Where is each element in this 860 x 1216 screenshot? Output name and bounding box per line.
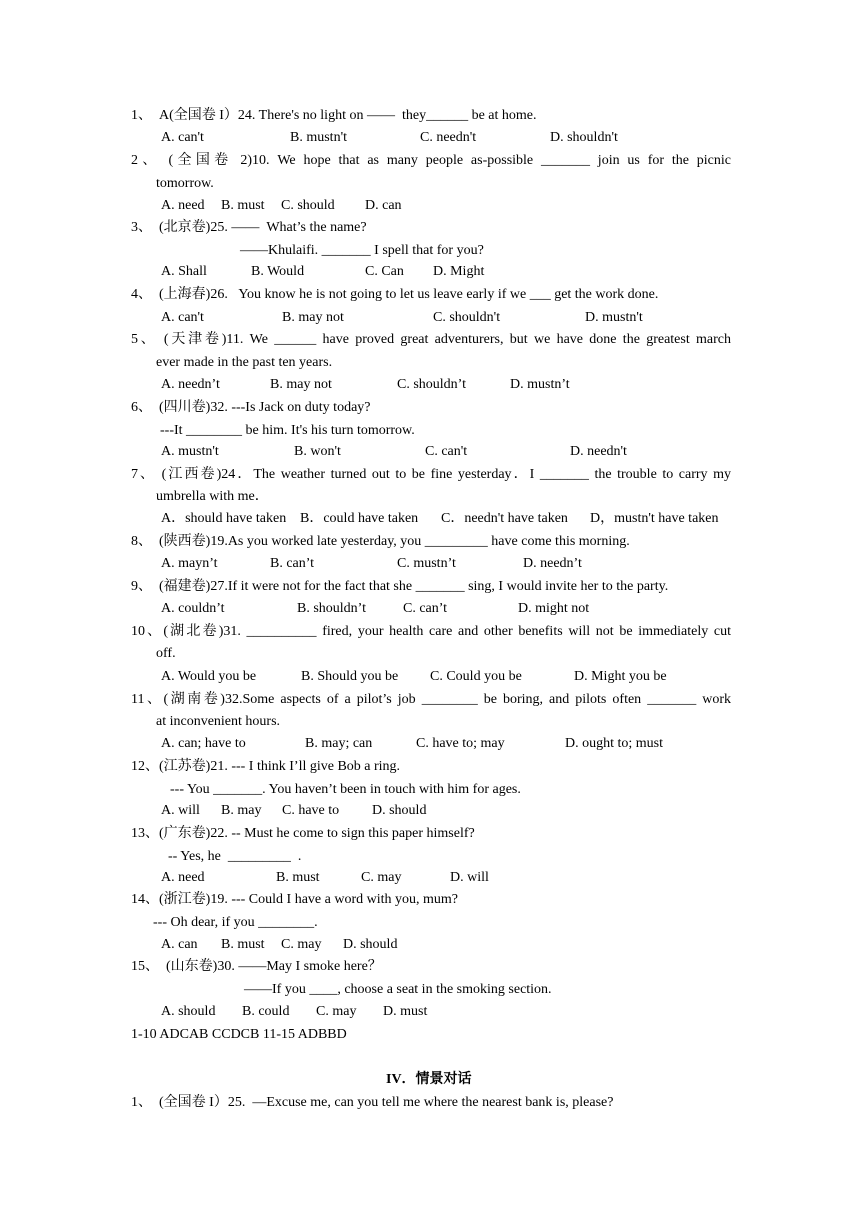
q6-option-c: C. can't bbox=[425, 444, 468, 459]
question-11-stem: 11、(湖南卷)32.Some aspects of a pilot’s job ________ be boring, and pilots often _______ work bbox=[131, 692, 731, 707]
q1-option-b: B. mustn't bbox=[290, 130, 347, 145]
question-6-stem: 6、 (四川卷)32. ---Is Jack on duty today? bbox=[131, 400, 371, 415]
q11-option-a: A. can; have to bbox=[161, 736, 246, 751]
q9-option-d: D. might not bbox=[518, 601, 590, 616]
q10-option-a: A. Would you be bbox=[161, 669, 257, 684]
question-14-stem: 14、(浙江卷)19. --- Could I have a word with you, mum? bbox=[131, 892, 458, 907]
q12-option-d: D. should bbox=[372, 803, 427, 818]
q4-option-c: C. shouldn't bbox=[433, 310, 501, 325]
q6-option-d: D. needn't bbox=[570, 444, 627, 459]
q10-option-c: C. Could you be bbox=[430, 669, 522, 684]
q7-option-a: A．should have taken bbox=[161, 511, 287, 526]
q11-option-d: D. ought to; must bbox=[565, 736, 664, 751]
q8-option-d: D. needn’t bbox=[523, 556, 582, 571]
q2-option-a: A. need bbox=[161, 198, 205, 213]
question-12-stem: 12、(江苏卷)21. --- I think I’ll give Bob a ring. bbox=[131, 759, 401, 774]
q12-option-c: C. have to bbox=[282, 803, 340, 818]
question-10-stem: 10、(湖北卷)31. __________ fired, your health care and other benefits will not be immediately cut bbox=[131, 624, 731, 639]
q8-option-c: C. mustn’t bbox=[397, 556, 456, 571]
q1-option-c: C. needn't bbox=[420, 130, 477, 145]
q5-option-a: A. needn’t bbox=[161, 377, 220, 392]
question-13-stem: 13、(广东卷)22. -- Must he come to sign this paper himself? bbox=[131, 826, 475, 841]
q4-option-d: D. mustn't bbox=[585, 310, 643, 325]
q10-option-b: B. Should you be bbox=[301, 669, 399, 684]
q10-option-d: D. Might you be bbox=[574, 669, 667, 684]
q12-option-b: B. may bbox=[221, 803, 262, 818]
q14-option-a: A. can bbox=[161, 937, 198, 952]
q3-option-d: D. Might bbox=[433, 264, 485, 279]
q15-option-d: D. must bbox=[383, 1004, 428, 1019]
q12-option-a: A. will bbox=[161, 803, 200, 818]
q3-option-c: C. Can bbox=[365, 264, 404, 279]
question-3-stem: 3、 (北京卷)25. —— What’s the name? bbox=[131, 220, 367, 235]
q4-option-a: A. can't bbox=[161, 310, 204, 325]
question-5-stem-cont: ever made in the past ten years. bbox=[156, 355, 333, 370]
q14-option-b: B. must bbox=[221, 937, 265, 952]
q15-option-c: C. may bbox=[316, 1004, 357, 1019]
q7-option-b: B．could have taken bbox=[300, 511, 419, 526]
question-15-stem-cont: ——If you ____, choose a seat in the smoking section. bbox=[244, 982, 552, 997]
q9-option-a: A. couldn’t bbox=[161, 601, 225, 616]
q7-option-d: D，mustn't have taken bbox=[590, 511, 719, 526]
q13-option-a: A. need bbox=[161, 870, 205, 885]
question-12-stem-cont: --- You _______. You haven’t been in touch with him for ages. bbox=[170, 782, 521, 797]
question-13-stem-cont: -- Yes, he _________ . bbox=[168, 849, 302, 864]
q13-option-b: B. must bbox=[276, 870, 320, 885]
q1-option-a: A. can't bbox=[161, 130, 204, 145]
question-5-stem: 5、 (天津卷)11. We ______ have proved great adventurers, but we have done the greatest march bbox=[131, 332, 731, 347]
q5-option-d: D. mustn’t bbox=[510, 377, 570, 392]
q3-option-a: A. Shall bbox=[161, 264, 207, 279]
q5-option-c: C. shouldn’t bbox=[397, 377, 466, 392]
question-7-stem-cont: umbrella with me． bbox=[156, 489, 269, 504]
q13-option-d: D. will bbox=[450, 870, 489, 885]
next-question-stem: 1、 (全国卷 I）25. —Excuse me, can you tell me where the nearest bank is, please? bbox=[131, 1095, 614, 1110]
q7-option-c: C．needn't have taken bbox=[441, 511, 568, 526]
q11-option-c: C. have to; may bbox=[416, 736, 505, 751]
question-2-stem-cont: tomorrow. bbox=[156, 176, 214, 191]
q14-option-d: D. should bbox=[343, 937, 398, 952]
q9-option-c: C. can’t bbox=[403, 601, 448, 616]
q8-option-a: A. mayn’t bbox=[161, 556, 218, 571]
q6-option-a: A. mustn't bbox=[161, 444, 219, 459]
q2-option-c: C. should bbox=[281, 198, 335, 213]
q6-option-b: B. won't bbox=[294, 444, 341, 459]
question-3-stem-cont: ——Khulaifi. _______ I spell that for you? bbox=[240, 243, 484, 258]
question-4-stem: 4、 (上海春)26. You know he is not going to let us leave early if we ___ get the work done. bbox=[131, 287, 659, 302]
q14-option-c: C. may bbox=[281, 937, 322, 952]
q11-option-b: B. may; can bbox=[305, 736, 373, 751]
q9-option-b: B. shouldn’t bbox=[297, 601, 366, 616]
q2-option-d: D. can bbox=[365, 198, 402, 213]
q1-option-d: D. shouldn't bbox=[550, 130, 618, 145]
question-1-stem: 1、 A(全国卷 I）24. There's no light on —— they______ be at home. bbox=[131, 108, 537, 123]
q8-option-b: B. can’t bbox=[270, 556, 315, 571]
q2-option-b: B. must bbox=[221, 198, 265, 213]
question-14-stem-cont: --- Oh dear, if you ________. bbox=[153, 915, 318, 930]
question-10-stem-cont: off. bbox=[156, 646, 176, 661]
question-7-stem: 7、 (江西卷)24．The weather turned out to be fine yesterday．I _______ the trouble to carry my bbox=[131, 467, 731, 482]
question-2-stem: 2、 (全国卷 2)10. We hope that as many people as-possible _______ join us for the picnic bbox=[131, 153, 731, 168]
q5-option-b: B. may not bbox=[270, 377, 332, 392]
q15-option-a: A. should bbox=[161, 1004, 216, 1019]
q4-option-b: B. may not bbox=[282, 310, 344, 325]
section-title: IV．情景对话 bbox=[386, 1072, 472, 1087]
question-9-stem: 9、 (福建卷)27.If it were not for the fact that she _______ sing, I would invite her to the party. bbox=[131, 579, 669, 594]
q3-option-b: B. Would bbox=[251, 264, 305, 279]
question-11-stem-cont: at inconvenient hours. bbox=[156, 714, 281, 729]
q13-option-c: C. may bbox=[361, 870, 402, 885]
question-15-stem: 15、 (山东卷)30. ——May I smoke here？ bbox=[131, 959, 382, 974]
answer-key: 1-10 ADCAB CCDCB 11-15 ADBBD bbox=[131, 1027, 347, 1042]
question-6-stem-cont: ---It ________ be him. It's his turn tomorrow. bbox=[160, 423, 415, 438]
question-8-stem: 8、 (陕西卷)19.As you worked late yesterday, you _________ have come this morning. bbox=[131, 534, 630, 549]
q15-option-b: B. could bbox=[242, 1004, 290, 1019]
